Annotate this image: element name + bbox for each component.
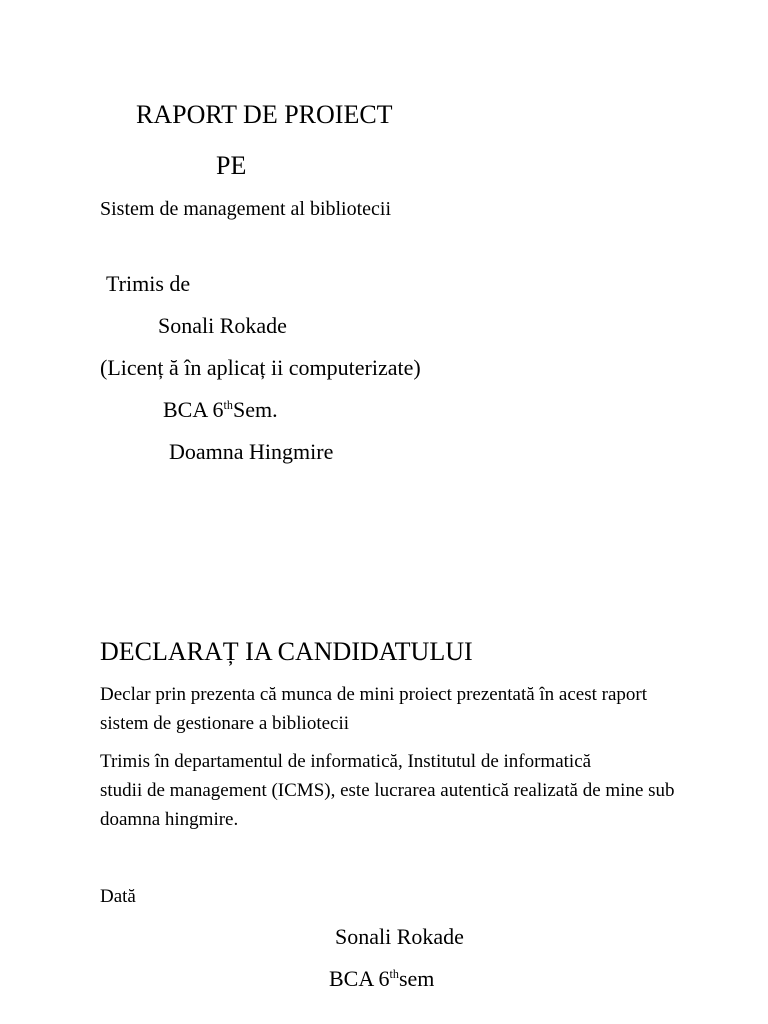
class-semester [163, 399, 278, 421]
signature-class-prefix: BCA 6 [329, 966, 390, 991]
declaration-heading: DECLARAȚ IA CANDIDATULUI [100, 637, 473, 666]
report-title: RAPORT DE PROIECT [136, 100, 393, 129]
date-label: Dată [100, 886, 136, 907]
signature-class-superscript: th [389, 967, 399, 982]
class-suffix: Sem. [232, 397, 278, 422]
class-superscript: th [223, 398, 233, 413]
signature-class-suffix: sem [398, 966, 435, 991]
declaration-paragraph-1-line-1: Declar prin prezenta că munca de mini proiect prezentată în acest raport [100, 684, 648, 705]
submitted-by-label: Trimis de [106, 271, 191, 296]
degree-name: (Licenț ă în aplicaț ii computerizate) [100, 355, 421, 380]
declaration-paragraph-2-line-2: studii de management (ICMS), este lucrarea autentică realizată de mine sub [100, 780, 675, 801]
guide-name: Doamna Hingmire [169, 439, 334, 464]
signature-class [329, 968, 434, 990]
declaration-paragraph-2-line-3: doamna hingmire. [100, 809, 239, 830]
author-name: Sonali Rokade [158, 313, 287, 338]
report-title-pe: PE [216, 151, 247, 180]
class-prefix: BCA 6 [163, 397, 224, 422]
declaration-paragraph-1-line-2: sistem de gestionare a bibliotecii [100, 713, 350, 734]
signature-name: Sonali Rokade [335, 924, 464, 949]
project-subject: Sistem de management al bibliotecii [100, 198, 392, 220]
declaration-paragraph-2-line-1: Trimis în departamentul de informatică, Institutul de informatică [100, 751, 592, 772]
